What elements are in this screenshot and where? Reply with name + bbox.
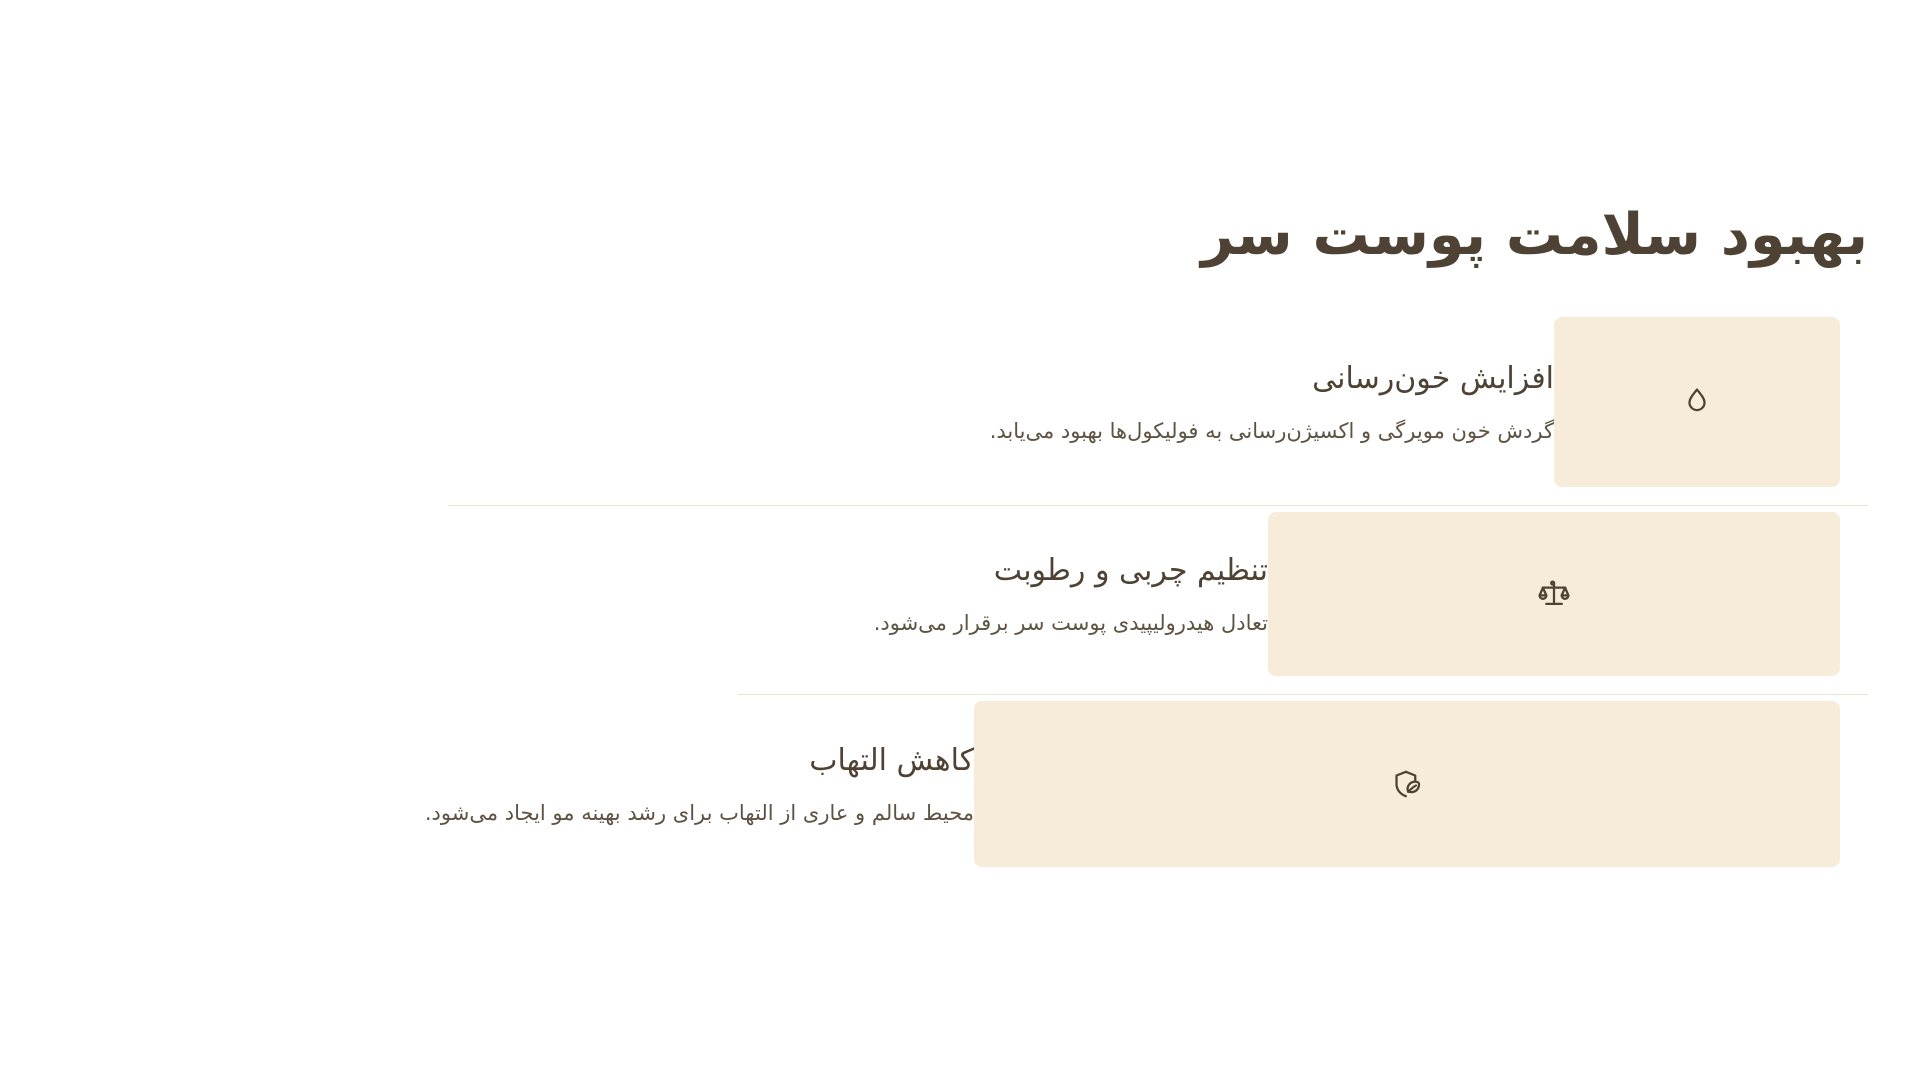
- water-drop-icon: [1680, 385, 1714, 419]
- divider: [448, 505, 1868, 506]
- benefit-media-tile: [1268, 512, 1840, 676]
- list-item: [52, 317, 1868, 487]
- benefit-description: تعادل هیدرولیپیدی پوست سر برقرار می‌شود.: [873, 610, 1268, 635]
- benefit-description: گردش خون مویرگی و اکسیژن‌رسانی به فولیکول‌ها بهبود می‌یابد.: [989, 418, 1554, 443]
- benefit-title: تنظیم چربی و رطوبت: [993, 552, 1268, 588]
- benefit-media-tile: [1554, 317, 1840, 487]
- page-title: بهبود سلامت پوست سر: [1201, 202, 1868, 268]
- divider: [738, 694, 1868, 695]
- benefit-text: [52, 317, 1554, 487]
- benefit-list: [52, 317, 1868, 867]
- benefit-media-tile: [974, 701, 1840, 867]
- benefit-description: محیط سالم و عاری از التهاب برای رشد بهینه مو ایجاد می‌شود.: [424, 800, 974, 825]
- balance-scale-icon: [1537, 577, 1571, 611]
- list-item: [52, 701, 1868, 867]
- benefit-title: کاهش التهاب: [809, 742, 974, 778]
- list-item: [52, 512, 1868, 676]
- benefit-title: افزایش خون‌رسانی: [1312, 360, 1554, 396]
- shield-leaf-icon: [1390, 767, 1424, 801]
- benefit-text: [52, 512, 1268, 676]
- benefit-text: [52, 701, 974, 867]
